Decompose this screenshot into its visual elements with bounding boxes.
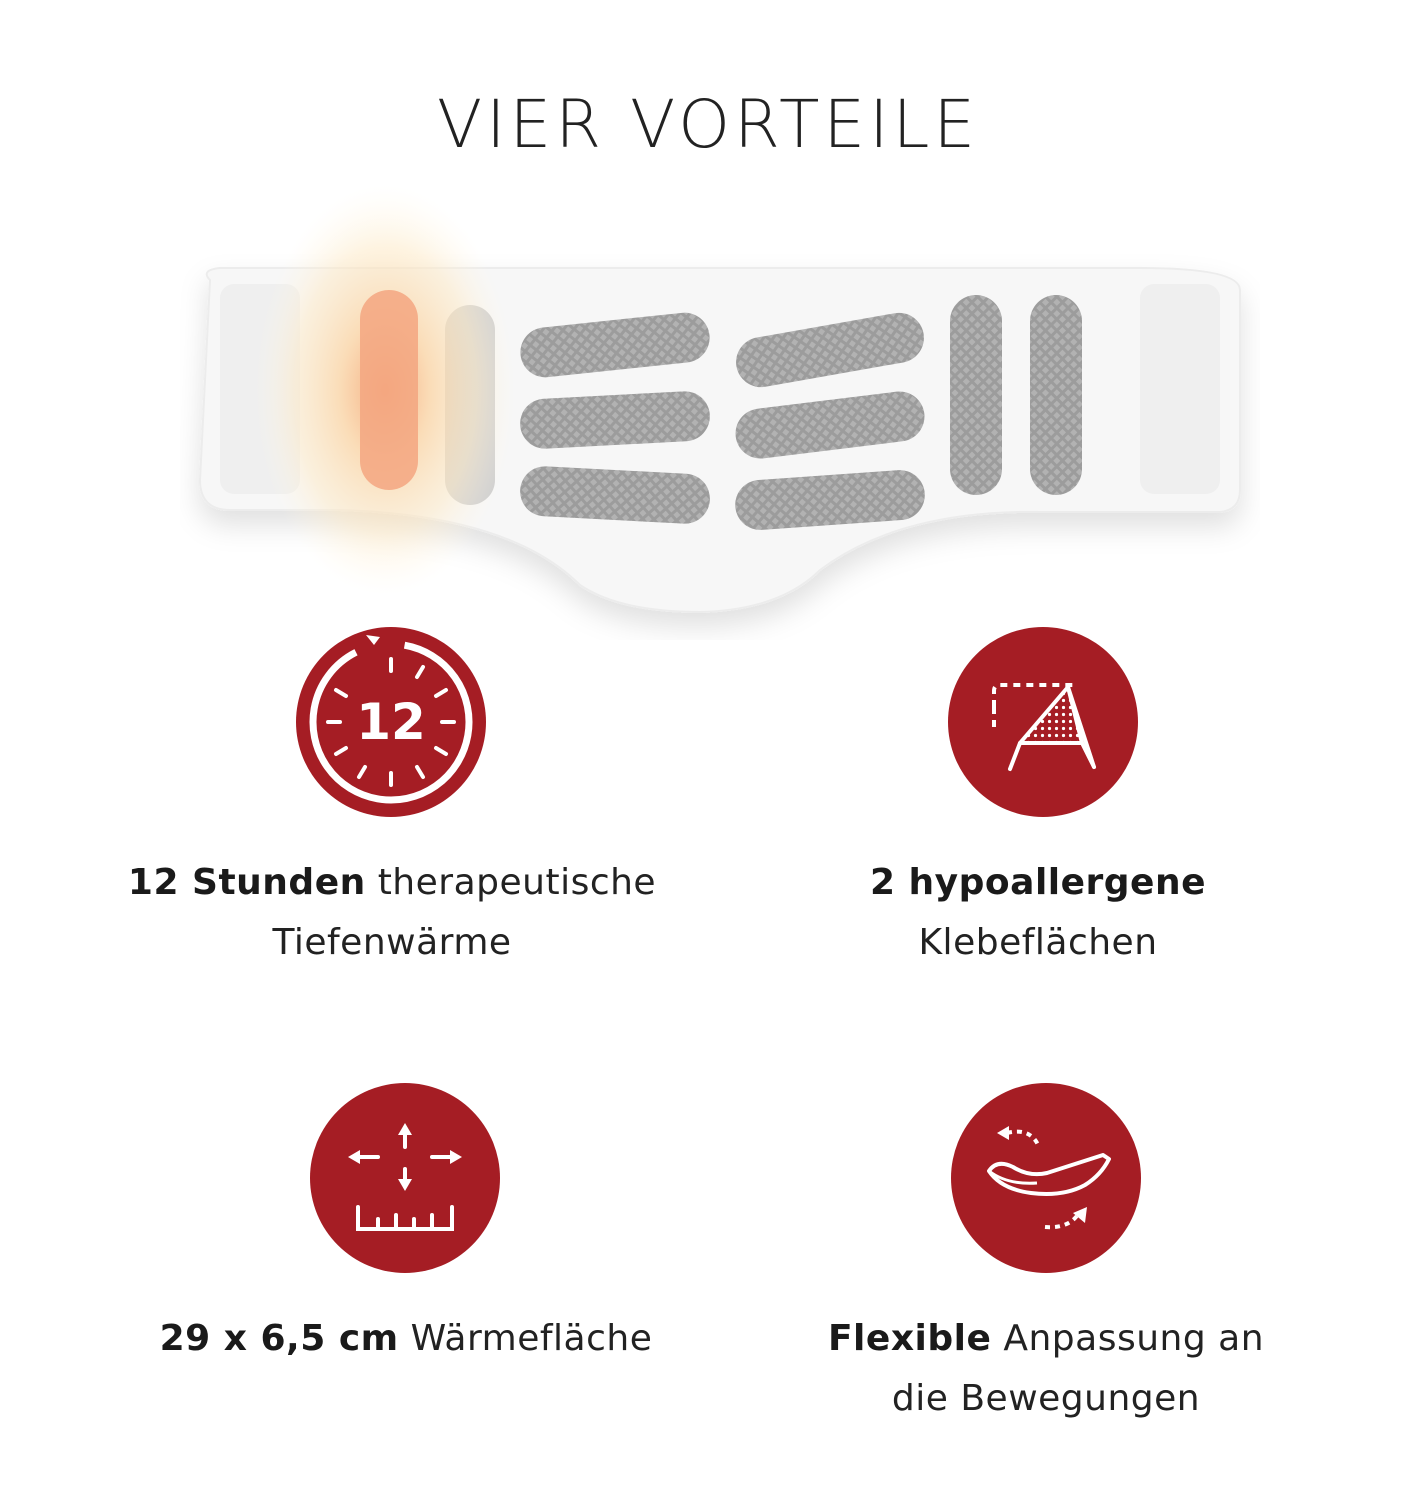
feature-caption-flexible: [726, 1309, 1366, 1429]
adhesive-badge: [948, 627, 1138, 817]
caption-line-1: [718, 853, 1358, 913]
caption-line-2: Klebeflächen: [918, 922, 1158, 963]
caption-rest: Wärmefläche: [398, 1318, 653, 1359]
caption-rest: therapeutische: [365, 862, 657, 903]
flexible-curve-icon: [951, 1083, 1141, 1273]
flexible-badge: [951, 1083, 1141, 1273]
caption-bold: 2 hypoallergene: [869, 862, 1207, 903]
caption-bold: 29 x 6,5 cm: [159, 1318, 399, 1359]
clock-12-icon: [296, 627, 486, 817]
caption-bold: 12 Stunden: [127, 862, 366, 903]
page-title: VIER VORTEILE: [436, 86, 980, 163]
feature-caption-adhesive: [718, 853, 1358, 973]
heat-patch-image: [180, 180, 1260, 640]
caption-rest: Anpassung an: [991, 1318, 1265, 1359]
clock-12-badge: [296, 627, 486, 817]
caption-bold: Flexible: [827, 1318, 992, 1359]
size-badge: [310, 1083, 500, 1273]
caption-line-1: [726, 1309, 1366, 1369]
caption-line-1: [72, 853, 712, 913]
caption-line-1: [86, 1309, 726, 1369]
feature-caption-size: [86, 1309, 726, 1369]
adhesive-patch-icon: [948, 627, 1138, 817]
badge-number: 12: [356, 693, 426, 751]
feature-caption-hours: [72, 853, 712, 973]
caption-line-2: Tiefenwärme: [272, 922, 512, 963]
size-measure-icon: [310, 1083, 500, 1273]
caption-line-2: die Bewegungen: [891, 1378, 1201, 1419]
